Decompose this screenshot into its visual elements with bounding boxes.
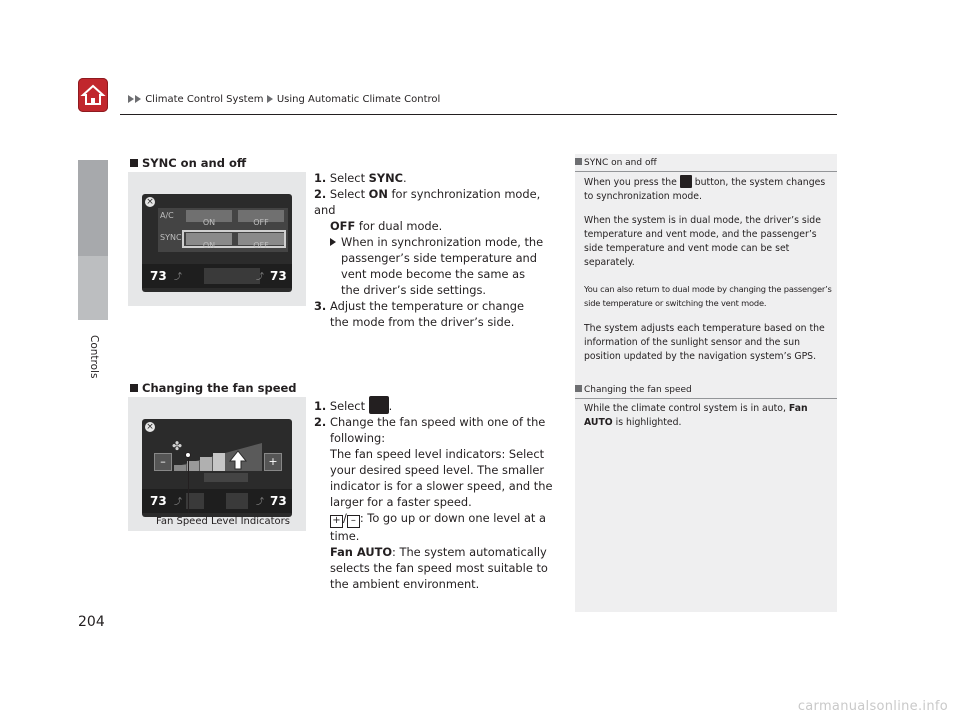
mode-buttons[interactable] [204,268,260,284]
sync-steps [314,170,559,330]
sync-options-panel [158,208,288,252]
note-rule [575,171,837,172]
sync-step-3: 3. Adjust the temperature or change the mode from the driver’s side. [314,299,524,329]
fan-plus-button[interactable]: + [264,453,282,471]
section-square-icon [130,384,138,392]
ac-label: A/C [160,211,174,220]
fan-step-2: 2. Change the fan speed with one of the following: [314,415,546,445]
sync-step-2-sub: When in synchronization mode, the passenger’s side temperature and vent mode become the same as the driver’s side settings. [314,234,559,298]
sync-screen [142,194,292,292]
airflow-icon: ⤴ [256,272,264,281]
pointer-icon [330,238,336,246]
sync-off-button[interactable]: OFF [238,233,284,245]
fan-icon: ✤ [172,439,183,453]
left-temp: 73 [150,494,167,508]
plus-icon: + [330,515,343,528]
note-marker-icon [575,385,582,392]
callout-line [188,455,189,513]
sync-label: SYNC [160,233,182,242]
breadcrumb-arrow-icon [267,95,273,103]
note-marker-icon [575,158,582,165]
house-glyph [78,78,108,112]
note-sync-p1: When you press the button, the system changes to synchronization mode. [584,177,826,202]
section-square-icon [130,159,138,167]
ac-off-button[interactable]: OFF [238,210,284,222]
sync-on-button[interactable]: ON [186,233,232,245]
close-icon[interactable]: × [146,422,154,432]
right-temp: 73 [270,269,287,283]
fan-auto-button[interactable] [204,473,248,482]
note-sync-p3: You can also return to dual mode by changing the passenger’s side temperature or switching the vent mode. [584,284,832,308]
minus-icon: – [347,515,360,528]
fan-option-plus-minus: + / – : To go up or down one level at a time. [330,511,547,543]
side-tab [78,160,108,256]
ac-on-button[interactable]: ON [186,210,232,222]
page-number: 204 [78,614,105,630]
breadcrumb-arrow-icon [128,95,134,103]
header-rule [120,114,837,115]
callout-dot [185,452,191,458]
sync-button-glyph-icon [680,175,692,188]
left-temp: 73 [150,269,167,283]
fan-option-auto: Fan AUTO: The system automatically selects the fan speed most suitable to the ambient environment. [330,545,548,591]
fan-screen [142,419,292,517]
side-tab-lower [78,256,108,320]
side-label[interactable]: Controls [88,335,100,379]
sync-step-2: 2. Select ON for synchronization mode, and OFF for dual mode. [314,187,541,233]
sync-screen-figure [128,172,306,306]
airflow-icon: ⤴ [256,497,264,506]
fan-speed-button-icon [369,396,389,414]
note-fan-p1: While the climate control system is in auto, Fan AUTO is highlighted. [584,403,808,428]
fan-steps [314,396,562,592]
fan-screen-figure [128,397,306,531]
watermark: carmanualsonline.info [797,699,948,714]
fan-caption: Fan Speed Level Indicators [156,516,290,527]
breadcrumb-item[interactable]: Using Automatic Climate Control [276,94,441,105]
note-sync-p2: When the system is in dual mode, the driver’s side temperature and vent mode, and the passenger’s side temperature and vent mode can be set separately. [584,215,821,268]
breadcrumb [128,94,440,105]
airflow-icon: ⤴ [174,272,182,281]
breadcrumb-item[interactable]: Climate Control System [145,94,264,105]
sync-status-bar [142,264,292,288]
right-temp: 73 [270,494,287,508]
note-fan-head: Changing the fan speed [575,385,692,395]
fan-minus-button[interactable]: – [154,453,172,471]
airflow-icon: ⤴ [174,497,182,506]
breadcrumb-arrow-icon [135,95,141,103]
car-mode-button[interactable] [226,493,248,509]
sync-section-title: SYNC on and off [130,156,246,170]
note-rule [575,398,837,399]
note-sync-head: SYNC on and off [575,158,657,168]
sync-step-1: 1. Select SYNC. [314,171,407,185]
fan-step-1: 1. Select . [314,396,562,414]
home-icon[interactable] [78,78,108,112]
close-icon[interactable]: × [146,197,154,207]
fan-option-indicators: The fan speed level indicators: Select your desired speed level. The smaller indicator is for a slower speed, and the larger for a faster speed. [330,447,553,509]
note-sync-p4: The system adjusts each temperature based on the information of the sunlight sensor and the sun position updated by the navigation system’s GPS. [584,323,825,362]
fan-section-title: Changing the fan speed [130,381,297,395]
fan-status-bar [142,489,292,513]
